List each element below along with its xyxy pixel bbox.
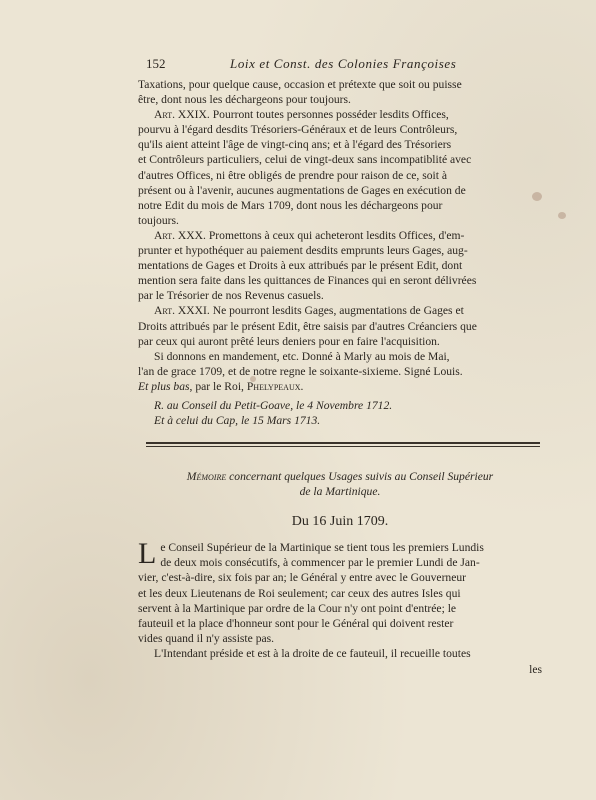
text-line: être, dont nous les déchargeons pour toujours. (138, 93, 351, 107)
catchword: les (529, 662, 542, 676)
memoire-title: Mémoire concernant quelques Usages suivis au Conseil Supérieur de la Martinique. (186, 470, 494, 498)
drop-cap: L (138, 537, 157, 570)
text-line: pourvu à l'égard desdits Trésoriers-Généraux et de leurs Contrôleurs, (138, 123, 458, 137)
text-line: notre Edit du mois de Mars 1709, dont nous les déchargeons pour (138, 198, 443, 212)
memoire-keyword: Mémoire (186, 470, 227, 483)
text-line: Si donnons en mandement, etc. Donné à Marly au mois de Mai, (154, 349, 450, 363)
page-header (146, 56, 542, 74)
text-line: Et plus bas, par le Roi, Phelypeaux. (138, 379, 304, 393)
signature-name: Phelypeaux (246, 379, 301, 393)
page-number: 152 (146, 56, 166, 71)
registration-line: R. au Conseil du Petit-Goave, le 4 Novembre 1712. (154, 398, 393, 412)
text-line: mention sera faite dans les quittances de Finances qui en seront délivrées (138, 274, 477, 288)
text-line: vier, c'est-à-dire, six fois par an; le Général y entre avec le Gouverneur (138, 571, 467, 585)
text-line: Le Conseil Supérieur de la Martinique se tient tous les premiers Lundis (138, 537, 484, 570)
ink-stain (558, 212, 566, 219)
text-line: Taxations, pour quelque cause, occasion et prétexte que soit ou puisse (138, 78, 462, 91)
text-line: mentations de Gages et Droits à eux attribués par le présent Edit, dont (138, 259, 463, 273)
text-line: fauteuil et la place d'honneur sont pour le Général qui doivent rester (138, 617, 454, 631)
divider-rule (146, 446, 540, 447)
registration-line: Et à celui du Cap, le 15 Mars 1713. (154, 414, 321, 428)
text-line: par le Trésorier de nos Revenus casuels. (138, 289, 324, 303)
text-line: Art. XXIX. Pourront toutes personnes posséder lesdits Offices, (154, 108, 449, 122)
text-line: prunter et hypothéquer au paiement desdits emprunts leurs Gages, aug- (138, 244, 468, 258)
text-line: et Contrôleurs particuliers, celui de vingt-deux sans incompatiblité avec (138, 153, 472, 167)
text-line: Droits attribués par le présent Edit, être saisis par d'autres Créanciers que (138, 319, 477, 333)
running-title: Loix et Const. des Colonies Françoises (230, 56, 457, 71)
text-line: de deux mois consécutifs, à commencer par le premier Lundi de Jan- (160, 556, 480, 570)
text-line: vides quand il n'y assiste pas. (138, 632, 275, 646)
text-line: d'autres Offices, ni être obligés de prendre pour raison de ce, soit à (138, 168, 448, 182)
text-line: par ceux qui auront prêté leurs deniers pour en faire l'acquisition. (138, 334, 440, 348)
text-line: Art. XXX. Promettons à ceux qui acheteront lesdits Offices, d'em- (154, 228, 465, 242)
main-text-block (138, 77, 542, 428)
text-line: l'an de grace 1709, et de notre regne le soixante-sixieme. Signé Louis. (138, 364, 463, 378)
divider-rule (146, 442, 540, 444)
article-label: Art. XXIX. (154, 108, 210, 122)
article-label: Art. XXX. (154, 228, 206, 242)
text-line: présent ou à l'avenir, aucunes augmentations de Gages en exécution de (138, 183, 466, 197)
text-line: Art. XXXI. Ne pourront lesdits Gages, augmentations de Gages et (154, 304, 464, 318)
article-label: Art. XXXI. (154, 304, 210, 318)
memoire-body (138, 537, 542, 677)
section-date: Du 16 Juin 1709. (291, 514, 389, 529)
text-line: servent à la Martinique par ordre de la Cour n'y ont point d'entrée; le (138, 601, 457, 615)
text-line: L'Intendant préside et est à la droite de ce fauteuil, il recueille toutes (154, 647, 471, 661)
text-line: qu'ils aient atteint l'âge de vingt-cinq ans; et à l'égard des Trésoriers (138, 138, 452, 152)
text-line: toujours. (138, 213, 179, 227)
text-line: et les deux Lieutenans de Roi seulement; car ceux des autres Isles qui (138, 586, 461, 600)
